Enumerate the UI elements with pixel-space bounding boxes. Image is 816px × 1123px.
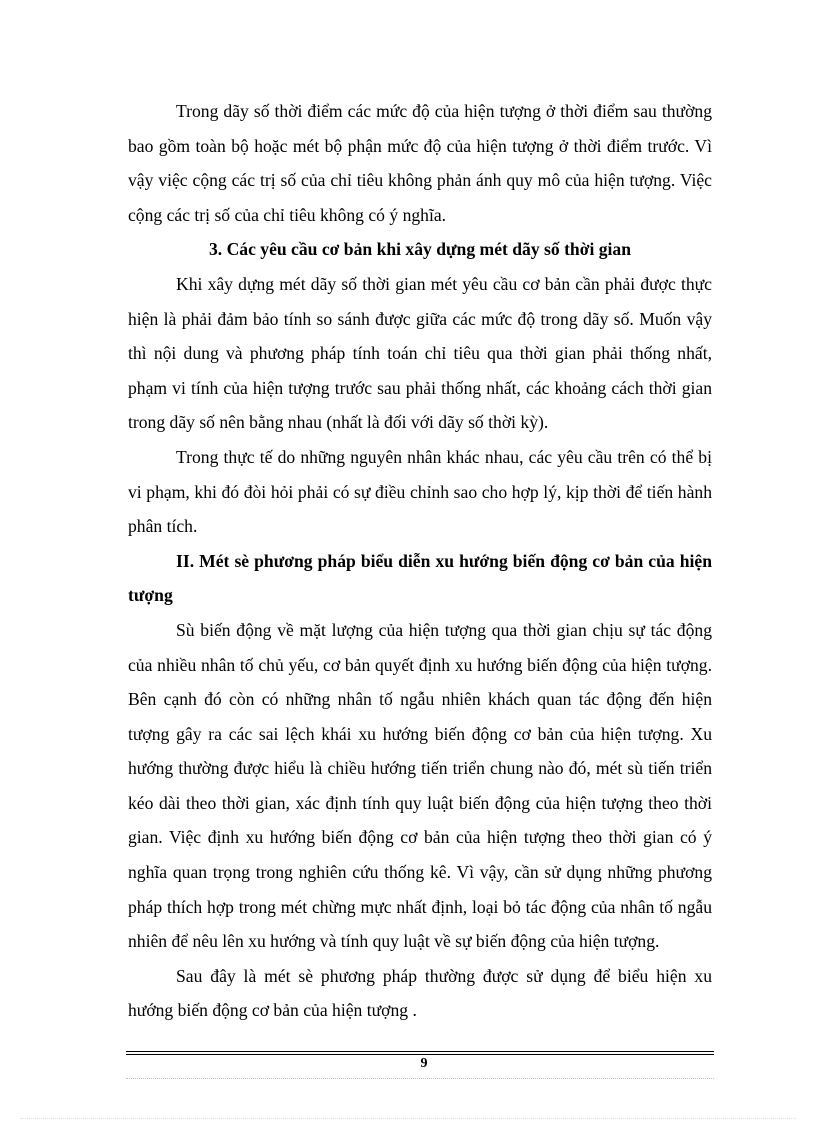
chapter-heading: II. Mét sè phương pháp biểu diễn xu hướng biến động cơ bản của hiện tượng (128, 550, 712, 606)
section-heading: 3. Các yêu cầu cơ bản khi xây dựng mét dãy số thời gian (208, 239, 632, 260)
paragraph: Trong dãy số thời điểm các mức độ của hiện tượng ở thời điểm sau thường bao gồm toàn bộ hoặc mét bộ phận mức độ của hiện tượng ở thời điểm trước. Vì vậy việc cộng các trị số của chỉ tiêu không phản ánh quy mô của hiện tượng. Việc cộng các trị số của chỉ tiêu không có ý nghĩa. (128, 101, 712, 225)
document-body (128, 94, 712, 1028)
page-bottom-dotted-edge (20, 1118, 796, 1119)
paragraph: Trong thực tế do những nguyên nhân khác nhau, các yêu cầu trên có thể bị vi phạm, khi đó đòi hỏi phải có sự điều chỉnh sao cho hợp lý, kịp thời để tiến hành phân tích. (128, 446, 712, 537)
page-number: 9 (420, 1056, 428, 1071)
footer-rule (126, 1051, 714, 1052)
paragraph: Sù biến động về mặt lượng của hiện tượng qua thời gian chịu sự tác động của nhiều nhân tố chủ yếu, cơ bản quyết định xu hướng biến động của hiện tượng. Bên cạnh đó còn có những nhân tố ngẫu nhiên khách quan tác động đến hiện tượng gây ra các sai lệch khái xu hướng biến động cơ bản của hiện tượng. Xu hướng thường được hiểu là chiều hướng tiến triển chung nào đó, mét sù tiến triển kéo dài theo thời gian, xác định tính quy luật biến động của hiện tượng theo thời gian. Việc định xu hướng biến động cơ bản của hiện tượng theo thời gian có ý nghĩa quan trọng trong nghiên cứu thống kê. Vì vậy, cần sử dụng những phương pháp thích hợp trong mét chừng mực nhất định, loại bỏ tác động của nhân tố ngẫu nhiên để nêu lên xu hướng và tính quy luật về sự biến động của hiện tượng. (128, 619, 712, 952)
paragraph: Sau đây là mét sè phương pháp thường được sử dụng để biểu hiện xu hướng biến động cơ bản của hiện tượng . (128, 965, 712, 1021)
paragraph: Khi xây dựng mét dãy số thời gian mét yêu cầu cơ bản cần phải được thực hiện là phải đảm bảo tính so sánh được giữa các mức độ trong dãy số. Muốn vậy thì nội dung và phương pháp tính toán chỉ tiêu qua thời gian phải thống nhất, phạm vi tính của hiện tượng trước sau phải thống nhất, các khoảng cách thời gian trong dãy số nên bằng nhau (nhất là đối với dãy số thời kỳ). (128, 273, 712, 433)
footer-dotted-divider (126, 1078, 714, 1079)
